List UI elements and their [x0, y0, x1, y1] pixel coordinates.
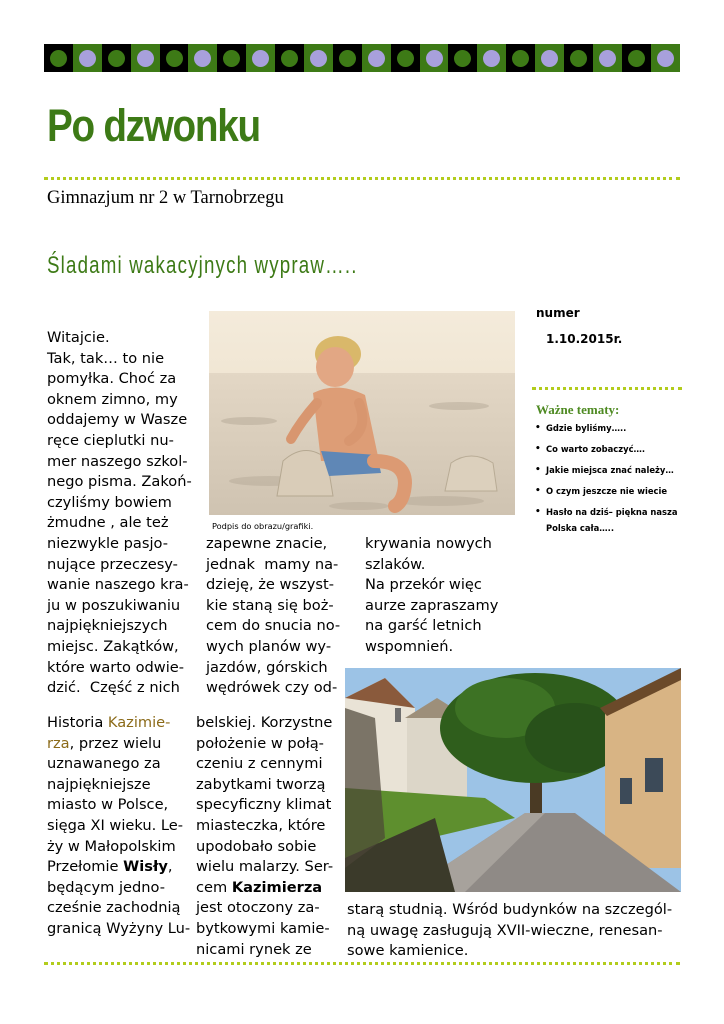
decorative-dot-banner — [44, 44, 680, 72]
banner-dot-icon — [108, 50, 125, 67]
banner-cell — [391, 44, 420, 72]
article-column-2: zapewne znacie, jednak mamy na- dzieję, że wszyst- kie staną się boż- cem do snucia no- wych planów wy- jazdów, górskich wędrówek czy od- — [206, 535, 341, 697]
topic-item: • Jakie miejsca znać należy… — [534, 462, 684, 478]
banner-cell — [622, 44, 651, 72]
banner-cell — [477, 44, 506, 72]
banner-dot-icon — [599, 50, 616, 67]
banner-cell — [44, 44, 73, 72]
banner-cell — [593, 44, 622, 72]
topic-item: • Co warto zobaczyć…. — [534, 441, 684, 457]
banner-dot-icon — [512, 50, 529, 67]
banner-dot-icon — [339, 50, 356, 67]
topic-item: • Hasło na dziś– piękna nasza Polska cała….. — [534, 504, 684, 536]
bullet-icon: • — [535, 423, 541, 433]
article-column-3: krywania nowych szlaków. Na przekór więc aurze zapraszamy na garść letnich wspomnień. — [365, 535, 499, 655]
banner-dot-icon — [570, 50, 587, 67]
topics-list — [534, 420, 684, 541]
issue-date: 1.10.2015r. — [546, 332, 623, 346]
banner-dot-icon — [628, 50, 645, 67]
banner-dot-icon — [252, 50, 269, 67]
bullet-icon: • — [535, 465, 541, 475]
banner-cell — [420, 44, 449, 72]
banner-dot-icon — [368, 50, 385, 67]
banner-cell — [535, 44, 564, 72]
bullet-icon: • — [535, 444, 541, 454]
banner-dot-icon — [79, 50, 96, 67]
banner-dot-icon — [657, 50, 674, 67]
divider-bottom — [44, 962, 680, 965]
banner-cell — [160, 44, 189, 72]
photo-caption: Podpis do obrazu/grafiki. — [212, 521, 314, 531]
banner-cell — [188, 44, 217, 72]
school-subtitle: Gimnazjum nr 2 w Tarnobrzegu — [47, 188, 284, 208]
bullet-icon: • — [535, 507, 541, 517]
article-headline: Śladami wakacyjnych wypraw….. — [47, 252, 358, 279]
newsletter-title: Po dzwonku — [47, 100, 260, 151]
banner-cell — [506, 44, 535, 72]
banner-dot-icon — [194, 50, 211, 67]
banner-cell — [131, 44, 160, 72]
topic-item: • O czym jeszcze nie wiecie — [534, 483, 684, 499]
banner-dot-icon — [166, 50, 183, 67]
banner-cell — [73, 44, 102, 72]
divider-top — [44, 177, 680, 180]
banner-dot-icon — [137, 50, 154, 67]
kazimierz-link[interactable]: Kazimie- rza — [47, 714, 171, 752]
banner-cell — [564, 44, 593, 72]
banner-dot-icon — [50, 50, 67, 67]
banner-cell — [246, 44, 275, 72]
photo-kazimierz-street — [345, 668, 681, 892]
issue-label: numer — [536, 306, 580, 320]
topics-title: Ważne tematy: — [536, 402, 620, 417]
sidebar-divider — [532, 387, 682, 390]
banner-dot-icon — [426, 50, 443, 67]
photo-child-on-beach-image — [209, 311, 515, 515]
banner-cell — [651, 44, 680, 72]
topic-item: • Gdzie byliśmy….. — [534, 420, 684, 436]
banner-dot-icon — [541, 50, 558, 67]
banner-cell — [304, 44, 333, 72]
banner-dot-icon — [397, 50, 414, 67]
banner-dot-icon — [281, 50, 298, 67]
banner-cell — [333, 44, 362, 72]
bullet-icon: • — [535, 486, 541, 496]
banner-cell — [102, 44, 131, 72]
banner-dot-icon — [483, 50, 500, 67]
article-column-1: Witajcie. Tak, tak… to nie pomyłka. Choć za oknem zimno, my oddajemy w Wasze ręce cieplutki nu- mer naszego szkol- nego pisma. Zakoń- czyliśmy bowiem żmudne , ale też niezwykle pasjo- nujące przeczesy- wanie naszego kra- ju w poszukiwaniu najpiękniejszych miejsc. Zakątków, które warto odwie- dzić. Część z nich — [47, 329, 192, 697]
photo-kazimierz-street-image — [345, 668, 681, 892]
banner-cell — [448, 44, 477, 72]
banner-cell — [362, 44, 391, 72]
photo-child-on-beach — [209, 311, 515, 515]
banner-cell — [217, 44, 246, 72]
banner-dot-icon — [223, 50, 240, 67]
history-column-1: Historia Kazimie- rza, przez wielu uznawanego za najpiękniejsze miasto w Polsce, sięga XI wieku. Le- ży w Małopolskim Przełomie Wisły, będącym jedno- cześnie zachodnią granicą Wyżyny Lu- — [47, 714, 191, 937]
banner-dot-icon — [454, 50, 471, 67]
history-column-2: belskiej. Korzystne położenie w połą- czeniu z cennymi zabytkami tworzą specyficzny klimat miasteczka, które upodobało sobie wielu malarzy. Ser- cem Kazimierza jest otoczony za- bytkowymi kamie- nicami rynek ze — [196, 714, 334, 958]
banner-cell — [275, 44, 304, 72]
banner-dot-icon — [310, 50, 327, 67]
history-column-3: starą studnią. Wśród budynków na szczegól- ną uwagę zasługują XVII-wieczne, renesan- sowe kamienice. — [347, 901, 673, 960]
